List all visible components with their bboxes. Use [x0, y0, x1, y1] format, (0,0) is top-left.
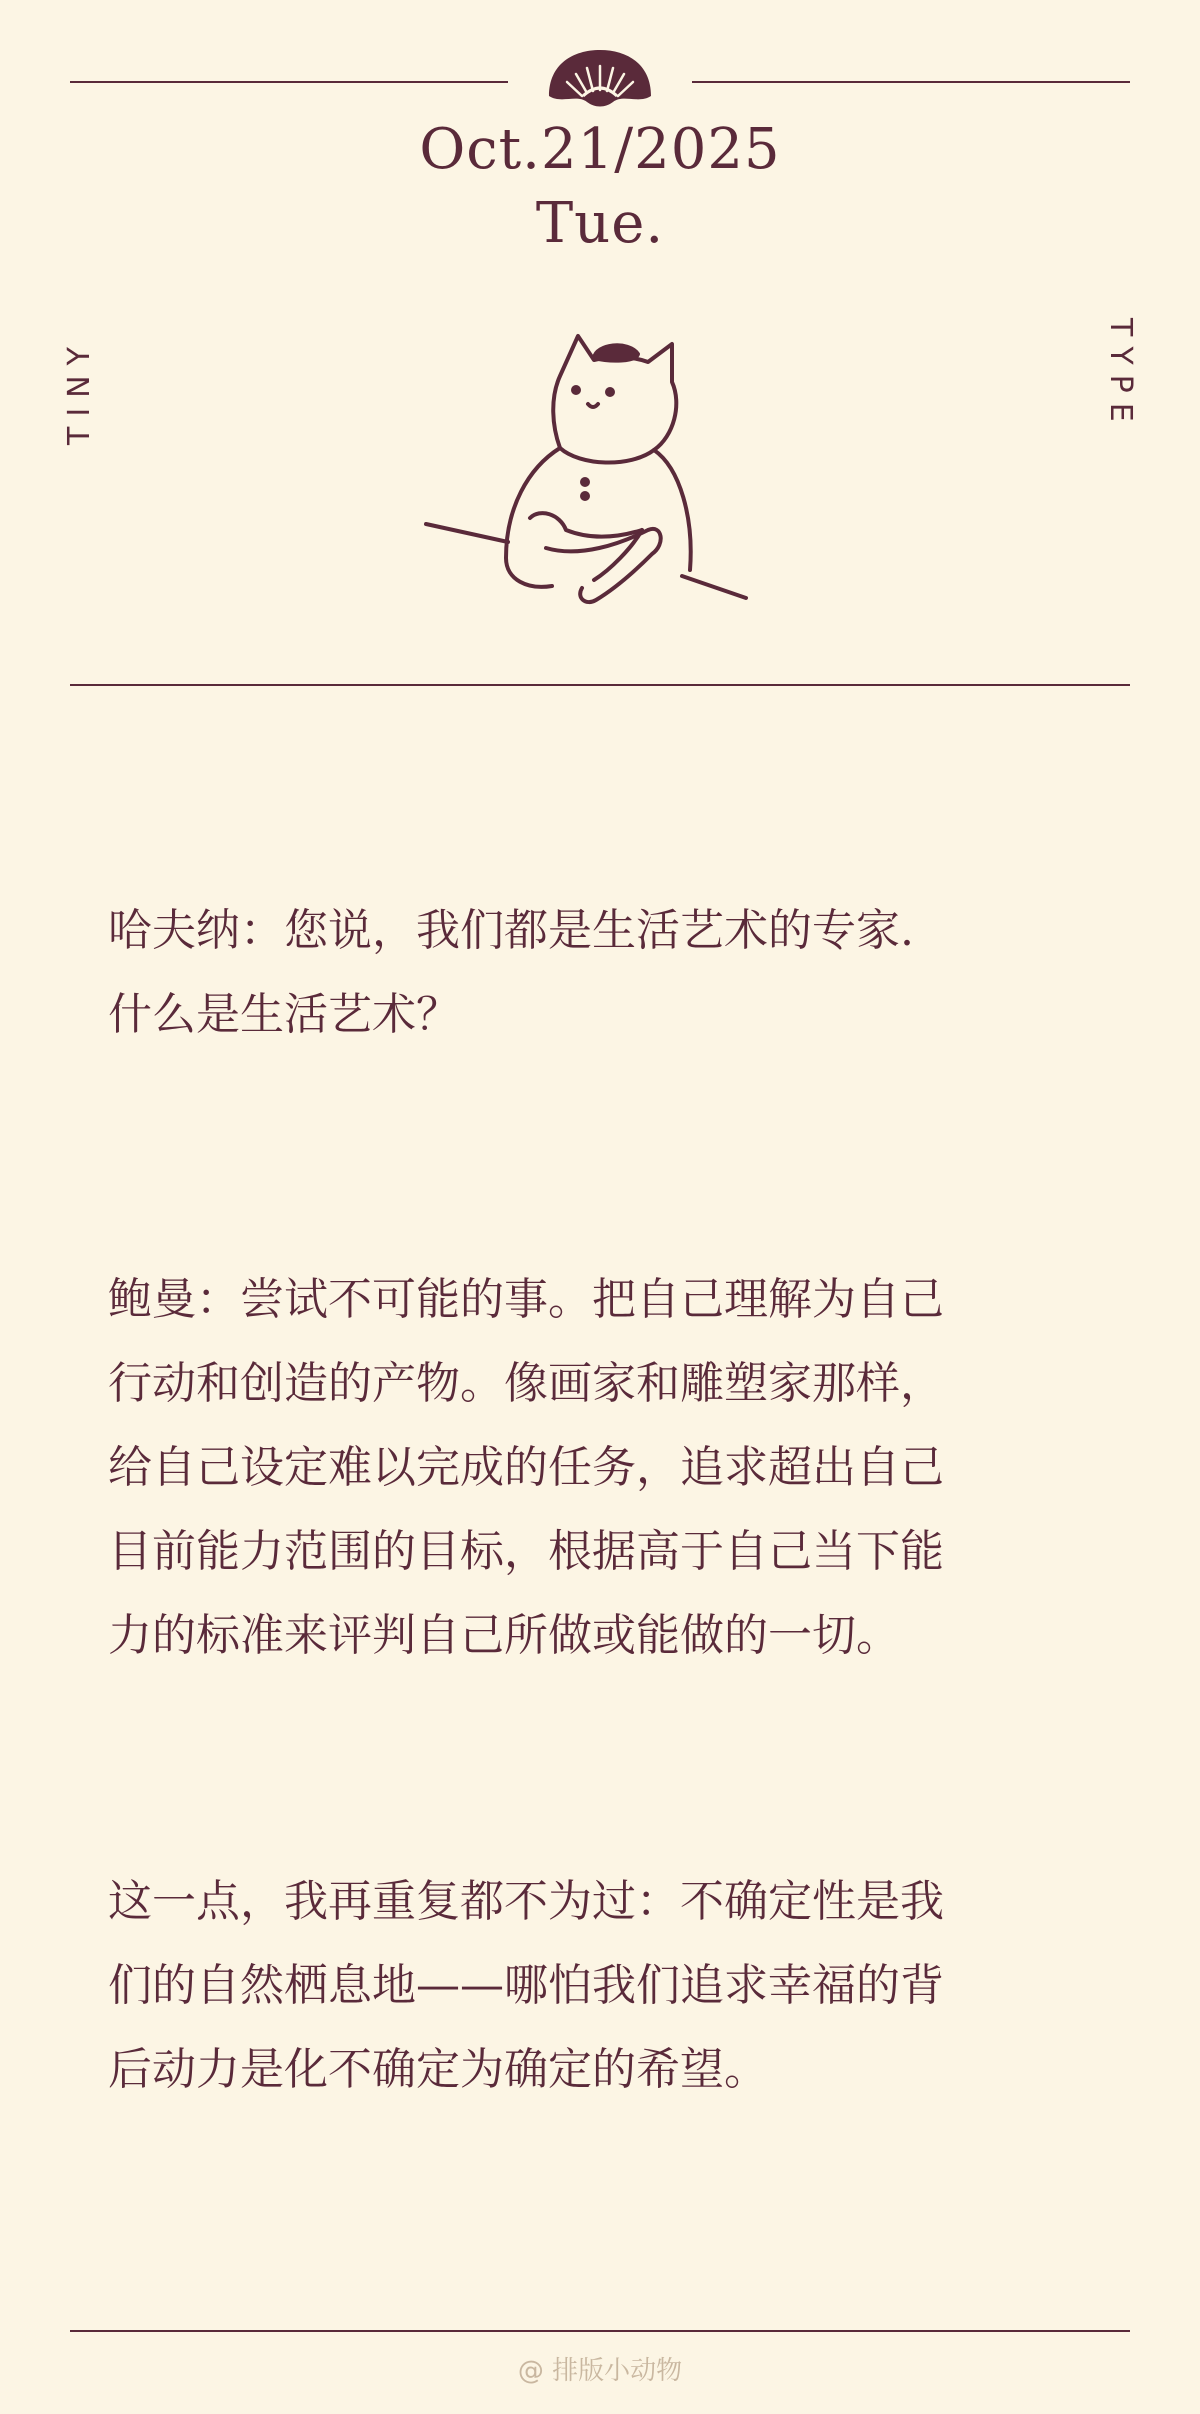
sunrise-emblem-icon [543, 44, 657, 110]
weekday-text: Tue. [535, 191, 665, 256]
paragraph-line: 哈夫纳：您说，我们都是生活艺术的专家. [108, 905, 914, 956]
paragraph-line: 鲍曼：尝试不可能的事。把自己理解为自己 [108, 1274, 944, 1325]
cat-illustration [410, 318, 760, 618]
paragraph-2 [108, 1258, 1098, 1678]
paragraph-line: 行动和创造的产物。像画家和雕塑家那样， [108, 1358, 944, 1409]
middle-rule [70, 684, 1130, 686]
top-rule-right [692, 81, 1130, 83]
side-label-right: TYPE [1103, 318, 1138, 432]
paragraph-line: 这一点，我再重复都不为过：不确定性是我 [108, 1876, 944, 1927]
paragraph-line: 给自己设定难以完成的任务，追求超出自己 [108, 1442, 944, 1493]
side-label-left: TINY [62, 337, 97, 445]
paragraph-3 [108, 1860, 1098, 2112]
bottom-rule [70, 2330, 1130, 2332]
paragraph-line: 们的自然栖息地——哪怕我们追求幸福的背 [108, 1960, 944, 2011]
top-rule-left [70, 81, 508, 83]
paragraph-line: 目前能力范围的目标，根据高于自己当下能 [108, 1526, 944, 1577]
paragraph-line: 力的标准来评判自己所做或能做的一切。 [108, 1610, 900, 1661]
paragraph-line: 后动力是化不确定为确定的希望。 [108, 2044, 768, 2095]
footer-watermark: @ 排版小动物 [517, 2356, 683, 2386]
paragraph-line: 什么是生活艺术？ [108, 989, 460, 1040]
paragraph-1 [108, 889, 1098, 1057]
date-text: Oct.21/2025 [419, 117, 781, 182]
